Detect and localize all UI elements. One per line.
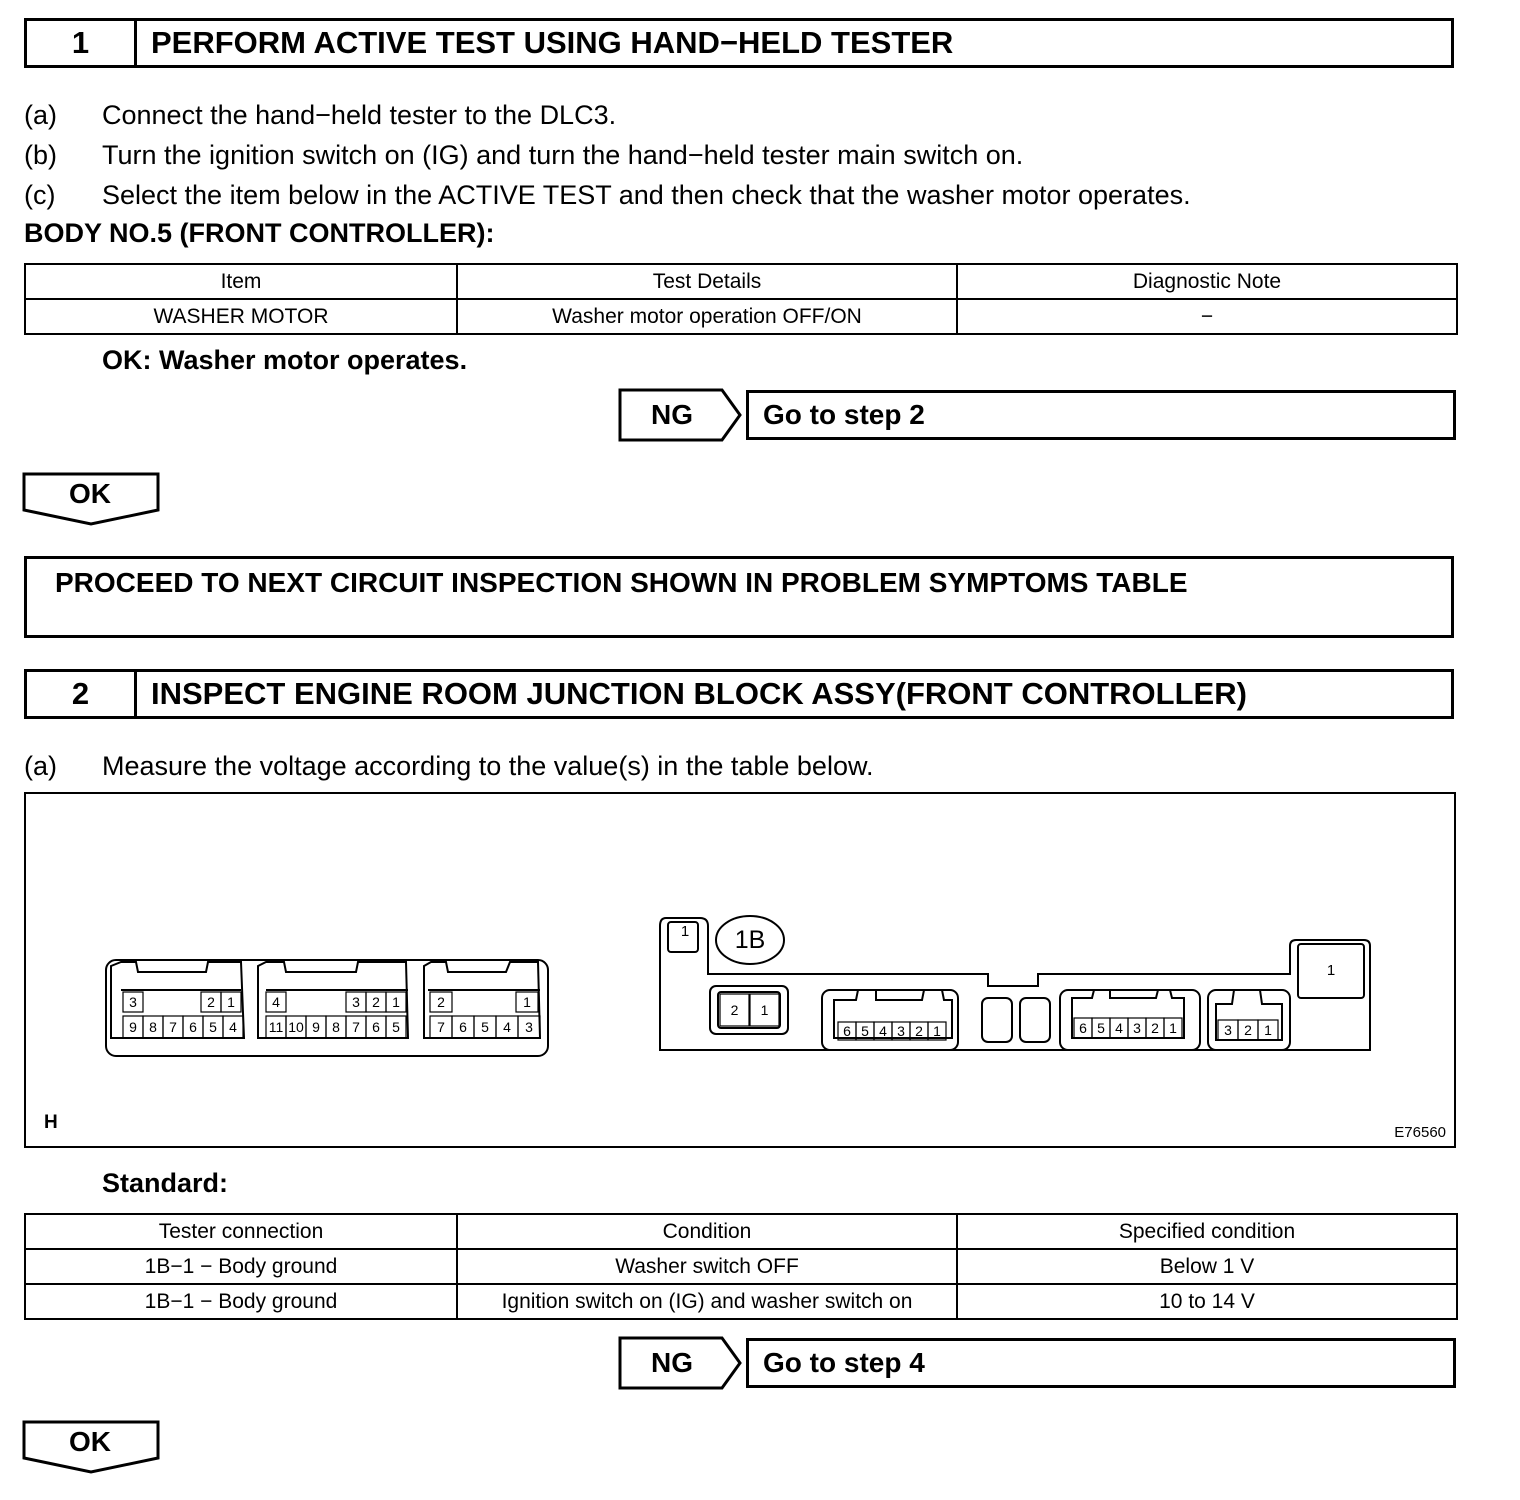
instruction-line bbox=[24, 749, 873, 783]
corner-pin-right: 1 bbox=[1326, 962, 1336, 979]
table-header-cell: Item bbox=[25, 264, 457, 299]
standard-label: Standard: bbox=[102, 1168, 229, 1198]
proceed-box: PROCEED TO NEXT CIRCUIT INSPECTION SHOWN IN PROBLEM SYMPTOMS TABLE bbox=[24, 556, 1454, 638]
pin-label: 8 bbox=[332, 1019, 340, 1035]
table-header-cell: Condition bbox=[457, 1214, 957, 1249]
pin-label: 7 bbox=[352, 1019, 360, 1035]
step-2-header bbox=[24, 669, 1454, 719]
connector-code-label: 1B bbox=[734, 926, 766, 954]
pin-label: 3 bbox=[129, 994, 137, 1010]
pin-label: 2 bbox=[207, 994, 215, 1010]
table-cell: 1B−1 − Body ground bbox=[25, 1284, 457, 1319]
pin-label: 7 bbox=[169, 1019, 177, 1035]
pin-label: 9 bbox=[129, 1019, 137, 1035]
pin-label: 1 bbox=[523, 994, 531, 1010]
go-to-step-box: Go to step 4 bbox=[746, 1338, 1456, 1388]
pin-label: 6 bbox=[1079, 1020, 1087, 1036]
pin-label: 4 bbox=[1115, 1020, 1123, 1036]
instruction-line bbox=[24, 98, 616, 132]
step-number: 2 bbox=[27, 672, 137, 716]
pin-label: 1 bbox=[227, 994, 235, 1010]
pin-label: 3 bbox=[352, 994, 360, 1010]
table-header-row bbox=[25, 264, 1457, 299]
pin-label: 4 bbox=[272, 994, 280, 1010]
table-cell: − bbox=[957, 299, 1457, 334]
table-header-cell: Specified condition bbox=[957, 1214, 1457, 1249]
instruction-label: (b) bbox=[24, 140, 57, 170]
table-header-cell: Test Details bbox=[457, 264, 957, 299]
pin-label: 2 bbox=[730, 1002, 739, 1018]
table-row bbox=[25, 1249, 1457, 1284]
table-header-cell: Diagnostic Note bbox=[957, 264, 1457, 299]
pin-label: 3 bbox=[525, 1019, 533, 1035]
instruction-text: Turn the ignition switch on (IG) and turn the hand−held tester main switch on. bbox=[102, 140, 1024, 170]
table-cell: Below 1 V bbox=[957, 1249, 1457, 1284]
standard-table bbox=[24, 1213, 1458, 1320]
pin-label: 8 bbox=[149, 1019, 157, 1035]
pin-label: 5 bbox=[209, 1019, 217, 1035]
ok-label: OK bbox=[69, 1426, 111, 1457]
ok-arrow bbox=[22, 1420, 162, 1476]
pin-label: 5 bbox=[1097, 1020, 1105, 1036]
pin-label: 2 bbox=[1244, 1022, 1252, 1038]
instruction-label: (a) bbox=[24, 751, 57, 781]
pin-label: 2 bbox=[437, 994, 445, 1010]
pin-label: 1 bbox=[1169, 1020, 1177, 1036]
pin-label: 10 bbox=[288, 1019, 304, 1035]
ng-arrow bbox=[618, 1336, 742, 1390]
go-to-step-box: Go to step 2 bbox=[746, 390, 1456, 440]
ok-condition: OK: Washer motor operates. bbox=[102, 345, 468, 375]
step-1-header bbox=[24, 18, 1454, 68]
corner-pin-left: 1 bbox=[680, 923, 690, 940]
pin-label: 5 bbox=[392, 1019, 400, 1035]
table-cell: Washer motor operation OFF/ON bbox=[457, 299, 957, 334]
instruction-label: (a) bbox=[24, 100, 57, 130]
step-title: PERFORM ACTIVE TEST USING HAND−HELD TESTER bbox=[151, 25, 954, 60]
pin-label: 1 bbox=[392, 994, 400, 1010]
table-cell: 10 to 14 V bbox=[957, 1284, 1457, 1319]
pin-label: 7 bbox=[437, 1019, 445, 1035]
figure-id: E76560 bbox=[1394, 1124, 1446, 1141]
instruction-label: (c) bbox=[24, 180, 56, 210]
connector-illustration bbox=[24, 792, 1456, 1148]
pin-label: 1 bbox=[760, 1002, 769, 1018]
pin-label: 11 bbox=[268, 1019, 284, 1035]
pin-label: 3 bbox=[1133, 1020, 1141, 1036]
ok-label: OK bbox=[69, 478, 111, 509]
table-header-cell: Tester connection bbox=[25, 1214, 457, 1249]
ok-arrow bbox=[22, 472, 162, 528]
instruction-line bbox=[24, 138, 1023, 172]
pin-label: 3 bbox=[1224, 1022, 1232, 1038]
pin-label: 6 bbox=[843, 1023, 851, 1039]
pin-label: 4 bbox=[229, 1019, 237, 1035]
table-header-row bbox=[25, 1214, 1457, 1249]
pin-label: 3 bbox=[897, 1023, 905, 1039]
table-title: BODY NO.5 (FRONT CONTROLLER): bbox=[24, 218, 495, 248]
table-row bbox=[25, 1284, 1457, 1319]
table-row bbox=[25, 299, 1457, 334]
table-cell: Washer switch OFF bbox=[457, 1249, 957, 1284]
pin-label: 5 bbox=[861, 1023, 869, 1039]
step-number: 1 bbox=[27, 21, 137, 65]
pin-label: 6 bbox=[459, 1019, 467, 1035]
instruction-text: Connect the hand−held tester to the DLC3. bbox=[102, 100, 617, 130]
pin-label: 1 bbox=[933, 1023, 941, 1039]
pin-label: 2 bbox=[915, 1023, 923, 1039]
step-title: INSPECT ENGINE ROOM JUNCTION BLOCK ASSY(FRONT CONTROLLER) bbox=[151, 676, 1247, 711]
corner-letter: H bbox=[44, 1112, 58, 1133]
active-test-table bbox=[24, 263, 1458, 335]
pin-label: 2 bbox=[1151, 1020, 1159, 1036]
pin-label: 4 bbox=[503, 1019, 511, 1035]
table-cell: 1B−1 − Body ground bbox=[25, 1249, 457, 1284]
pin-label: 1 bbox=[1264, 1022, 1272, 1038]
connector-diagram bbox=[26, 794, 1456, 1148]
pin-label: 6 bbox=[189, 1019, 197, 1035]
instruction-text: Select the item below in the ACTIVE TEST and then check that the washer motor operates. bbox=[102, 180, 1191, 210]
pin-label: 9 bbox=[312, 1019, 320, 1035]
ng-label: NG bbox=[651, 399, 693, 430]
ng-arrow bbox=[618, 388, 742, 442]
table-cell: Ignition switch on (IG) and washer switch on bbox=[457, 1284, 957, 1319]
table-cell: WASHER MOTOR bbox=[25, 299, 457, 334]
instruction-text: Measure the voltage according to the value(s) in the table below. bbox=[102, 751, 874, 781]
pin-label: 2 bbox=[372, 994, 380, 1010]
pin-label: 5 bbox=[481, 1019, 489, 1035]
pin-label: 6 bbox=[372, 1019, 380, 1035]
instruction-line bbox=[24, 178, 1191, 212]
pin-label: 4 bbox=[879, 1023, 887, 1039]
ng-label: NG bbox=[651, 1347, 693, 1378]
